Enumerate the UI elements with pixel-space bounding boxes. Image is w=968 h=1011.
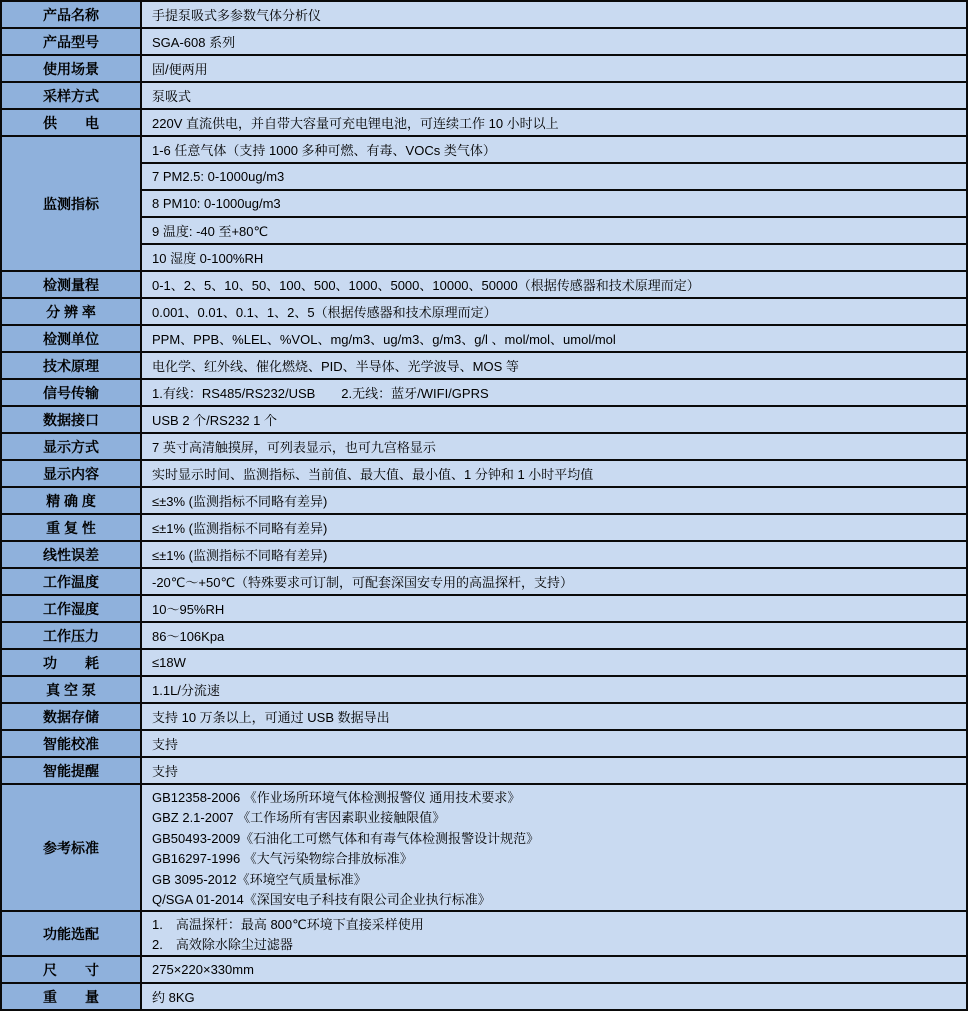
value-cell: USB 2 个/RS232 1 个 [152,413,277,428]
row-values [142,731,966,756]
value-cell: ≤18W [152,655,186,670]
table-row [2,353,966,380]
table-row [2,542,966,569]
value-line: GB16297-1996 《大气污染物综合排放标准》 [152,851,413,867]
value-cell-multiline [142,785,966,910]
row-values [142,704,966,729]
table-row [2,2,966,29]
row-values [142,29,966,54]
table-row [2,434,966,461]
value-cell: 1.有线：RS485/RS232/USB 2.无线：蓝牙/WIFI/GPRS [152,386,489,401]
row-values [142,434,966,459]
value-cell: 10～95%RH [152,602,225,617]
table-row [2,29,966,56]
row-label: 显示内容 [2,461,142,486]
table-row [2,758,966,785]
value-cell: 支持 [152,737,179,752]
row-values [142,542,966,567]
row-values [142,488,966,513]
row-values [142,326,966,351]
row-values [142,461,966,486]
row-values [142,299,966,324]
row-values [142,137,966,270]
row-label: 显示方式 [2,434,142,459]
value-line: 1. 高温探杆：最高 800℃环境下直接采样使用 [152,916,424,932]
value-cell: 实时显示时间、监测指标、当前值、最大值、最小值、1 分钟和 1 小时平均值 [152,467,594,482]
row-label: 分 辨 率 [2,299,142,324]
row-label: 参考标准 [2,785,142,910]
value-cell: 约 8KG [152,990,195,1005]
row-values [142,677,966,702]
row-label: 功能选配 [2,912,142,955]
value-cell: ≤±1% (监测指标不同略有差异) [152,521,328,536]
row-label: 功 耗 [2,650,142,675]
table-row [2,83,966,110]
value-cell: 9 温度: -40 至+80℃ [142,216,966,243]
row-values [142,596,966,621]
table-row [2,488,966,515]
row-label: 工作温度 [2,569,142,594]
value-cell: PPM、PPB、%LEL、%VOL、mg/m3、ug/m3、g/m3、g/l 、mol/mol、umol/mol [152,332,616,347]
row-values [142,569,966,594]
value-cell: 0-1、2、5、10、50、100、500、1000、5000、10000、50000（根据传感器和技术原理而定） [152,278,700,293]
row-values [142,83,966,108]
table-row [2,623,966,650]
value-cell: 7 PM2.5: 0-1000ug/m3 [142,162,966,189]
row-values [142,515,966,540]
value-cell: 支持 [152,764,179,779]
table-row [2,110,966,137]
row-values [142,56,966,81]
row-label: 数据接口 [2,407,142,432]
table-row [2,650,966,677]
table-row [2,137,966,272]
row-values [142,272,966,297]
value-line: Q/SGA 01-2014《深国安电子科技有限公司企业执行标准》 [152,892,491,908]
value-line: GB50493-2009《石油化工可燃气体和有毒气体检测报警设计规范》 [152,830,540,846]
value-cell: 275×220×330mm [152,962,254,977]
table-row [2,596,966,623]
value-cell: SGA-608 系列 [152,35,236,50]
row-label: 重 复 性 [2,515,142,540]
table-row [2,731,966,758]
value-cell: 220V 直流供电，并自带大容量可充电锂电池，可连续工作 10 小时以上 [152,116,559,131]
value-cell: 0.001、0.01、0.1、1、2、5（根据传感器和技术原理而定） [152,305,497,320]
row-values [142,758,966,783]
row-label: 产品名称 [2,2,142,27]
value-line: 2. 高效除水除尘过滤器 [152,937,293,953]
table-row [2,56,966,83]
table-row [2,326,966,353]
row-values [142,984,966,1009]
row-label: 监测指标 [2,137,142,270]
row-label: 重 量 [2,984,142,1009]
value-cell: 8 PM10: 0-1000ug/m3 [142,189,966,216]
table-row [2,407,966,434]
value-cell: 电化学、红外线、催化燃烧、PID、半导体、光学波导、MOS 等 [152,359,519,374]
row-label: 数据存储 [2,704,142,729]
row-label: 真 空 泵 [2,677,142,702]
table-row [2,704,966,731]
table-row [2,299,966,326]
row-values [142,785,966,910]
row-values [142,407,966,432]
row-label: 信号传输 [2,380,142,405]
table-row [2,984,966,1011]
row-values [142,110,966,135]
row-values [142,957,966,982]
row-values [142,353,966,378]
value-cell: 10 湿度 0-100%RH [142,243,966,270]
value-cell: 1-6 任意气体（支持 1000 多种可燃、有毒、VOCs 类气体） [152,143,496,158]
value-cell: 支持 10 万条以上，可通过 USB 数据导出 [152,710,390,725]
value-line: GBZ 2.1-2007 《工作场所有害因素职业接触限值》 [152,810,446,826]
row-values [142,380,966,405]
value-cell: 固/便两用 [152,62,208,77]
row-values [142,650,966,675]
row-label: 工作湿度 [2,596,142,621]
value-line: GB 3095-2012《环境空气质量标准》 [152,871,367,887]
row-label: 技术原理 [2,353,142,378]
row-label: 尺 寸 [2,957,142,982]
value-cell-multiline [142,912,966,955]
row-label: 智能提醒 [2,758,142,783]
table-row [2,461,966,488]
value-cell: 手提泵吸式多参数气体分析仪 [152,8,322,23]
row-label: 智能校准 [2,731,142,756]
table-row [2,957,966,984]
value-cell: ≤±3% (监测指标不同略有差异) [152,494,328,509]
row-label: 使用场景 [2,56,142,81]
row-values [142,2,966,27]
value-cell: 86～106Kpa [152,629,225,644]
value-cell: 7 英寸高清触摸屏，可列表显示，也可九宫格显示 [152,440,436,455]
row-label: 线性误差 [2,542,142,567]
row-label: 检测量程 [2,272,142,297]
value-cell: 泵吸式 [152,89,192,104]
row-label: 供 电 [2,110,142,135]
table-row [2,912,966,957]
row-values [142,912,966,955]
value-cell: ≤±1% (监测指标不同略有差异) [152,548,328,563]
table-row [2,515,966,542]
row-label: 精 确 度 [2,488,142,513]
table-row [2,677,966,704]
row-label: 工作压力 [2,623,142,648]
row-label: 产品型号 [2,29,142,54]
value-line: GB12358-2006 《作业场所环境气体检测报警仪 通用技术要求》 [152,789,521,805]
row-label: 采样方式 [2,83,142,108]
value-cell: -20℃～+50℃（特殊要求可订制，可配套深国安专用的高温探杆，支持） [152,575,574,590]
table-row [2,380,966,407]
table-row [2,785,966,912]
value-cell: 1.1L/分流速 [152,683,220,698]
row-label: 检测单位 [2,326,142,351]
table-row [2,272,966,299]
row-values [142,623,966,648]
table-row [2,569,966,596]
